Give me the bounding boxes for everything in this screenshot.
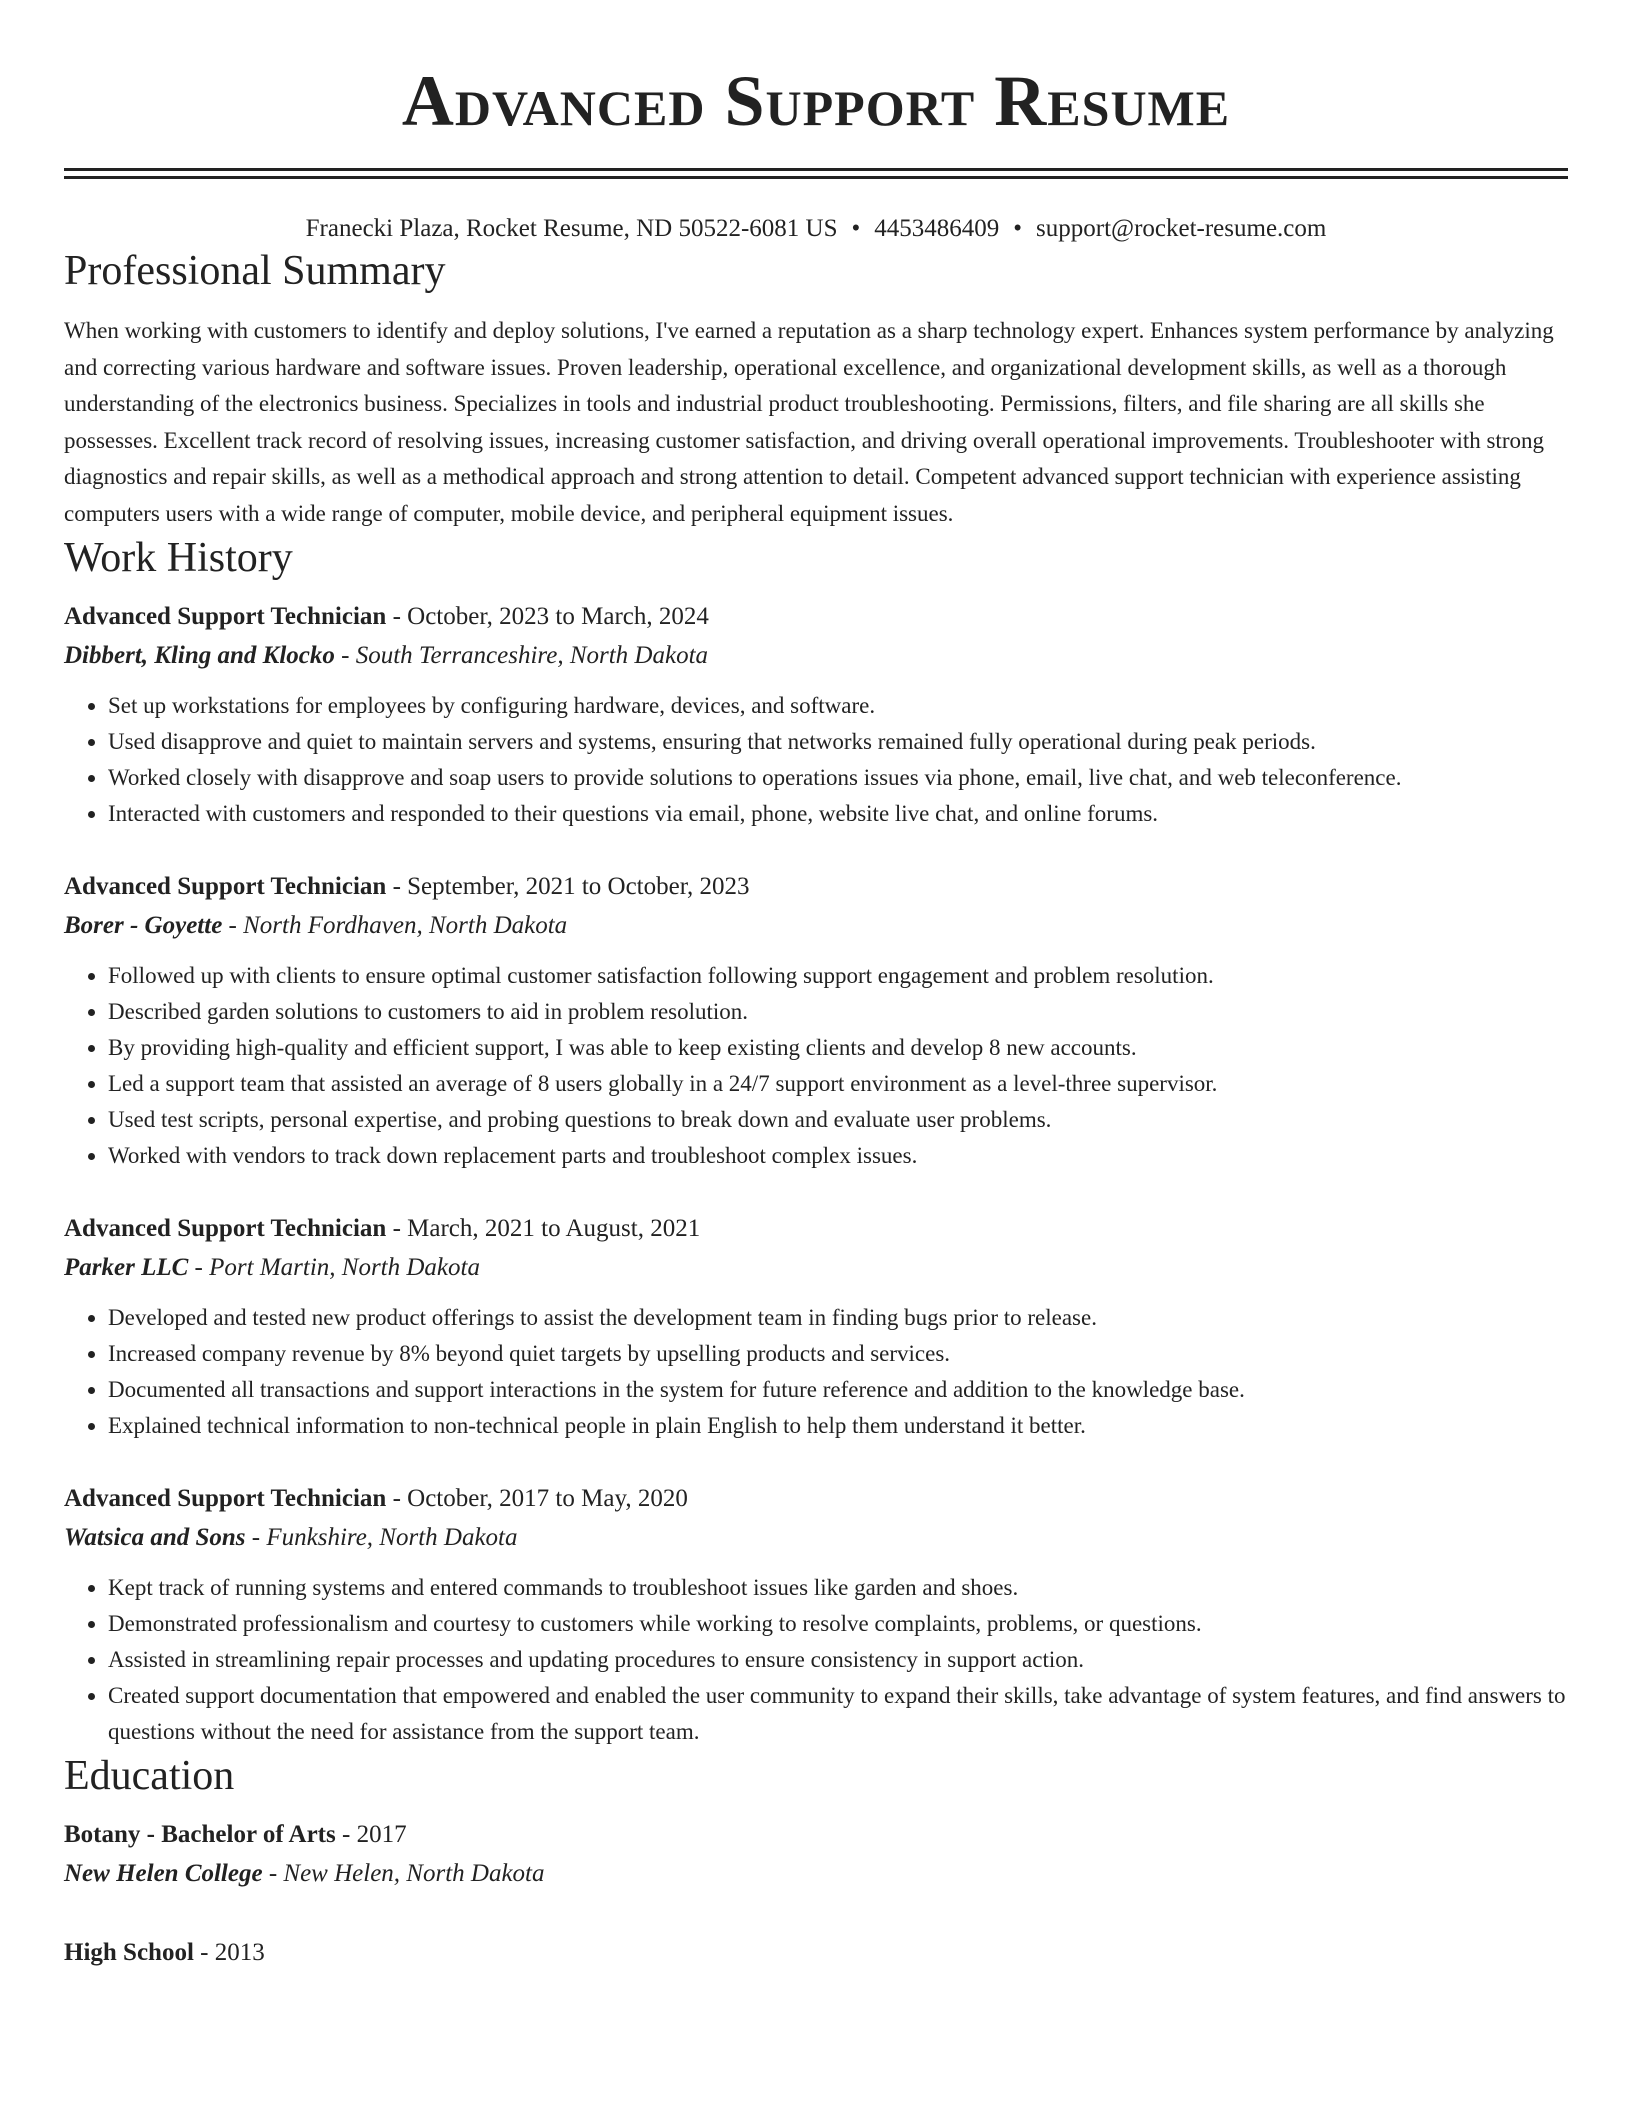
job-entry: [64, 868, 1568, 1174]
education-year: 2017: [356, 1821, 407, 1848]
title-divider: [64, 168, 1568, 179]
job-dates: March, 2021 to August, 2021: [407, 1215, 701, 1242]
contact-line: [64, 213, 1568, 245]
duty-item: • Used test scripts, personal expertise, and probing questions to break down and evaluate user problems.: [108, 1102, 1568, 1138]
contact-separator: •: [1013, 215, 1023, 242]
contact-email: support@rocket-resume.com: [1036, 215, 1327, 242]
work-history-list: [64, 598, 1568, 1750]
contact-separator: •: [851, 215, 861, 242]
job-entry: [64, 598, 1568, 832]
job-employer: Dibbert, Kling and Klocko - South Terranceshire, North Dakota: [64, 642, 709, 669]
job-employer: Borer - Goyette - North Fordhaven, North Dakota: [64, 912, 568, 939]
job-dates: September, 2021 to October, 2023: [407, 873, 750, 900]
job-employer: Watsica and Sons - Funkshire, North Dakota: [64, 1524, 518, 1551]
page-title: Advanced Support Resume: [401, 61, 1231, 141]
contact-phone: 4453486409: [874, 215, 1000, 242]
duty-item: • Developed and tested new product offerings to assist the development team in finding bugs prior to release.: [108, 1300, 1568, 1336]
job-duties: [64, 1300, 1568, 1444]
duty-item: • Worked with vendors to track down replacement parts and troubleshoot complex issues.: [108, 1138, 1568, 1174]
job-role: Advanced Support Technician: [64, 603, 387, 630]
duty-item: • By providing high-quality and efficient support, I was able to keep existing clients and develop 8 new accounts.: [108, 1030, 1568, 1066]
job-duties: [64, 1570, 1568, 1750]
job-dates: October, 2023 to March, 2024: [407, 603, 709, 630]
duty-item: • Followed up with clients to ensure optimal customer satisfaction following support engagement and problem resolution.: [108, 958, 1568, 994]
job-company: Dibbert, Kling and Klocko: [64, 642, 335, 669]
job-duties: [64, 958, 1568, 1174]
duty-item: • Increased company revenue by 8% beyond quiet targets by upselling products and services.: [108, 1336, 1568, 1372]
duty-item: • Led a support team that assisted an average of 8 users globally in a 24/7 support environment as a level-three supervisor.: [108, 1066, 1568, 1102]
job-location: North Fordhaven, North Dakota: [243, 912, 568, 939]
job-header: Advanced Support Technician - October, 2023 to March, 2024: [64, 603, 709, 630]
education-year: 2013: [214, 1939, 265, 1966]
summary-text: When working with customers to identify and deploy solutions, I've earned a reputation as a sharp technology expert. Enhances system performance by analyzing and correcting various hardware and software issues. Proven leadership, operational excellence, and organizational development skills, as well as a thorough understanding of the electronics business. Specializes in tools and industrial product troubleshooting. Permissions, filters, and file sharing are all skills she possesses. Excellent track record of resolving issues, increasing customer satisfaction, and driving overall operational improvements. Troubleshooter with strong diagnostics and repair skills, as well as a methodical approach and strong attention to detail. Competent advanced support technician with experience assisting computers users with a wide range of computer, mobile device, and peripheral equipment issues.: [64, 318, 1554, 526]
education-header: Botany - Bachelor of Arts - 2017: [64, 1821, 407, 1848]
education-school-line: New Helen College - New Helen, North Dakota: [64, 1860, 545, 1887]
job-location: Port Martin, North Dakota: [209, 1254, 480, 1281]
duty-item: • Used disapprove and quiet to maintain servers and systems, ensuring that networks remained fully operational during peak periods.: [108, 724, 1568, 760]
duty-item: • Interacted with customers and responded to their questions via email, phone, website live chat, and online forums.: [108, 796, 1568, 832]
contact-address: Franecki Plaza, Rocket Resume, ND 50522-6081 US: [305, 215, 838, 242]
job-entry: [64, 1480, 1568, 1750]
education-entry: [64, 1816, 1568, 1894]
job-company: Parker LLC: [64, 1254, 189, 1281]
education-list: [64, 1816, 1568, 1972]
education-entry: [64, 1934, 1568, 1972]
duty-item: • Kept track of running systems and entered commands to troubleshoot issues like garden and shoes.: [108, 1570, 1568, 1606]
duty-item: • Assisted in streamlining repair processes and updating procedures to ensure consistency in support action.: [108, 1642, 1568, 1678]
job-header: Advanced Support Technician - October, 2017 to May, 2020: [64, 1485, 688, 1512]
job-employer: Parker LLC - Port Martin, North Dakota: [64, 1254, 480, 1281]
job-role: Advanced Support Technician: [64, 1485, 387, 1512]
job-company: Borer - Goyette: [64, 912, 223, 939]
duty-item: • Worked closely with disapprove and soap users to provide solutions to operations issues via phone, email, live chat, and web teleconference.: [108, 760, 1568, 796]
job-company: Watsica and Sons: [64, 1524, 246, 1551]
job-header: Advanced Support Technician - September, 2021 to October, 2023: [64, 873, 750, 900]
job-duties: [64, 688, 1568, 832]
duty-item: • Described garden solutions to customers to aid in problem resolution.: [108, 994, 1568, 1030]
job-role: Advanced Support Technician: [64, 873, 387, 900]
duty-item: • Created support documentation that empowered and enabled the user community to expand their skills, take advantage of system features, and find answers to questions without the need for assistance from the support team.: [108, 1678, 1568, 1750]
job-header: Advanced Support Technician - March, 2021 to August, 2021: [64, 1215, 701, 1242]
education-location: New Helen, North Dakota: [283, 1860, 545, 1887]
education-degree: High School: [64, 1939, 194, 1966]
education-heading: Education: [64, 1753, 235, 1799]
summary-heading: Professional Summary: [64, 248, 446, 294]
education-degree: Botany - Bachelor of Arts: [64, 1821, 336, 1848]
job-location: Funkshire, North Dakota: [266, 1524, 518, 1551]
duty-item: • Set up workstations for employees by configuring hardware, devices, and software.: [108, 688, 1568, 724]
work-history-heading: Work History: [64, 535, 293, 581]
duty-item: • Documented all transactions and support interactions in the system for future reference and addition to the knowledge base.: [108, 1372, 1568, 1408]
job-dates: October, 2017 to May, 2020: [407, 1485, 688, 1512]
job-entry: [64, 1210, 1568, 1444]
job-role: Advanced Support Technician: [64, 1215, 387, 1242]
education-school: New Helen College: [64, 1860, 263, 1887]
job-location: South Terranceshire, North Dakota: [355, 642, 709, 669]
duty-item: • Demonstrated professionalism and courtesy to customers while working to resolve complaints, problems, or questions.: [108, 1606, 1568, 1642]
education-header: High School - 2013: [64, 1939, 265, 1966]
duty-item: • Explained technical information to non-technical people in plain English to help them understand it better.: [108, 1408, 1568, 1444]
